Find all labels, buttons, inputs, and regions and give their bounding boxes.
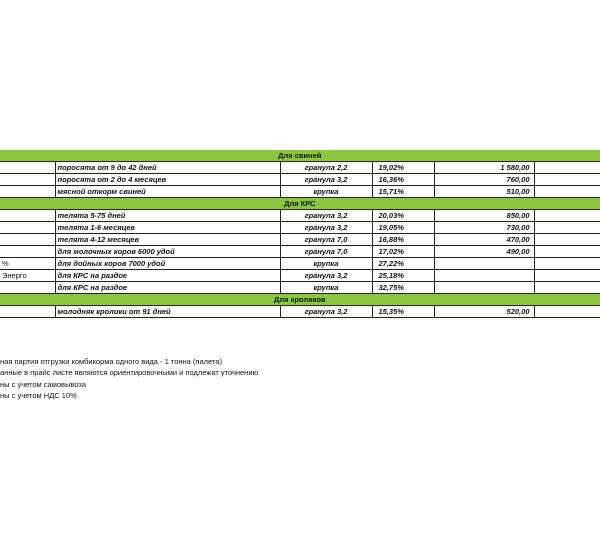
product-name-cell: телята 4-12 месяцев [55,234,280,246]
protein-percent-cell: 27,22% [372,258,434,270]
form-cell: гранула 2,2 [280,162,372,174]
section-header-row [0,294,600,306]
protein-percent-cell: 19,05% [372,222,434,234]
form-cell: гранула 3,2 [280,306,372,318]
protein-percent-cell: 15,35% [372,306,434,318]
product-name-cell: для дойных коров 7000 удой [55,258,280,270]
product-name-cell: для КРС на раздое [55,282,280,294]
section-title: Для КРС [0,198,600,210]
empty-cell [534,282,600,294]
protein-percent-cell: 16,36% [372,174,434,186]
protein-percent-cell: 17,02% [372,246,434,258]
table-row [0,258,600,270]
product-name-cell: для молочных коров 6000 удой [55,246,280,258]
empty-cell [534,246,600,258]
product-name-cell: телята 5-75 дней [55,210,280,222]
table-row [0,270,600,282]
notes-block [0,356,258,401]
table-row [0,222,600,234]
form-cell: гранула 3,2 [280,174,372,186]
form-cell: гранула 7,0 [280,246,372,258]
row-left-cell [0,162,55,174]
row-left-cell [0,282,55,294]
price-cell: 760,00 [434,174,534,186]
note-line: ная партия отгрузки комбикорма одного вида - 1 тонна (палета) [0,357,222,366]
form-cell: крупка [280,258,372,270]
empty-cell [534,234,600,246]
empty-cell [534,210,600,222]
empty-cell [534,258,600,270]
product-name-cell: молодняк кролики от 91 дней [55,306,280,318]
row-left-cell [0,210,55,222]
product-name-cell: поросята от 9 до 42 дней [55,162,280,174]
protein-percent-cell: 15,71% [372,186,434,198]
price-cell: 520,00 [434,306,534,318]
empty-cell [534,270,600,282]
form-cell: гранула 3,2 [280,222,372,234]
protein-percent-cell: 20,03% [372,210,434,222]
product-name-cell: поросята от 2 до 4 месяцев [55,174,280,186]
row-left-cell [0,186,55,198]
price-cell: 850,00 [434,210,534,222]
empty-cell [534,222,600,234]
empty-cell [534,186,600,198]
note-line: анные в прайс листе являются ориентировочными и подлежат уточнению [0,368,259,378]
row-left-cell [0,234,55,246]
row-left-cell [0,246,55,258]
price-table [0,150,600,318]
product-name-cell: мясной откорм свиней [55,186,280,198]
table-row [0,234,600,246]
section-title: Для свиней [0,150,600,162]
price-cell: 470,00 [434,234,534,246]
form-cell: крупка [280,186,372,198]
empty-cell [534,306,600,318]
note-line: ны с учетом НДС 10% [0,390,77,400]
row-left-cell: % [0,258,55,270]
price-cell: 490,00 [434,246,534,258]
protein-percent-cell: 25,18% [372,270,434,282]
table-row [0,162,600,174]
price-cell [434,282,534,294]
price-cell [434,270,534,282]
table-row [0,210,600,222]
price-sheet [0,150,600,318]
price-cell: 1 580,00 [434,162,534,174]
protein-percent-cell: 32,75% [372,282,434,294]
section-header-row [0,150,600,162]
section-header-row [0,198,600,210]
form-cell: гранула 3,2 [280,210,372,222]
empty-cell [534,174,600,186]
protein-percent-cell: 16,88% [372,234,434,246]
protein-percent-cell: 19,02% [372,162,434,174]
table-row [0,282,600,294]
row-left-cell [0,174,55,186]
form-cell: гранула 3,2 [280,270,372,282]
empty-cell [534,162,600,174]
price-cell: 730,00 [434,222,534,234]
row-left-cell [0,306,55,318]
row-left-cell: Энерго [0,270,55,282]
form-cell: гранула 7,0 [280,234,372,246]
row-left-cell [0,222,55,234]
table-row [0,306,600,318]
table-row [0,174,600,186]
table-row [0,246,600,258]
section-title: Для кроликов [0,294,600,306]
price-cell [434,258,534,270]
price-cell: 510,00 [434,186,534,198]
product-name-cell: для КРС на раздое [55,270,280,282]
product-name-cell: телята 1-6 месяцев [55,222,280,234]
table-row [0,186,600,198]
form-cell: крупка [280,282,372,294]
note-line: ны с учетом самовывоза [0,379,87,389]
